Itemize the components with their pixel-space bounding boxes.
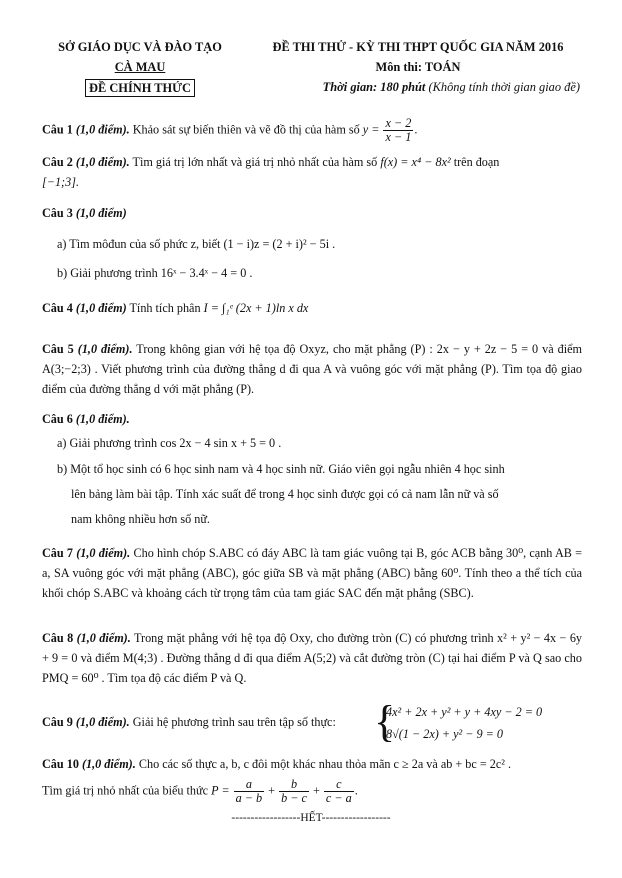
question-5: Câu 5 (1,0 điểm). Trong không gian với hệ tọa độ Oxyz, cho mặt phẳng (P) : 2x − y + 2z − 5 = 0 và điểm A(3;−2;3) . Viết phương trình của đường thẳng d đi qua A và vuông góc với mặt phẳng (P). Tìm tọa độ giao điểm của đường thẳng d với mặt phẳng (P).	[42, 342, 582, 396]
question-9: Câu 9 (1,0 điểm). Giải hệ phương trình sau trên tập số thực:	[42, 715, 336, 729]
question-8: Câu 8 (1,0 điểm). Trong mặt phẳng với hệ tọa độ Oxy, cho đường tròn (C) có phương trình x² + y² − 4x − 6y + 9 = 0 và điểm M(4;3) . Đường thẳng d đi qua điểm A(5;2) và cắt đường tròn (C) tại hai điểm P và Q sao cho PMQ = 60⁰ . Tìm tọa độ các điểm P và Q.	[42, 631, 583, 685]
question-3b: b) Giải phương trình 16ˣ − 3.4ˣ − 4 = 0 .	[57, 266, 253, 280]
province: CÀ MAU	[114, 60, 166, 74]
end-marker: ------------------HẾT------------------	[231, 812, 391, 824]
question-6b-line1: b) Một tổ học sinh có 6 học sinh nam và 4 học sinh nữ. Giáo viên gọi ngẫu nhiên 4 học sinh	[57, 462, 505, 476]
question-2: Câu 2 (1,0 điểm). Tìm giá trị lớn nhất và giá trị nhỏ nhất của hàm số f(x) = x⁴ − 8x² trên đoạn [−1;3].	[42, 155, 500, 189]
question-6a: a) Giải phương trình cos 2x − 4 sin x + 5 = 0 .	[57, 436, 282, 450]
header-right	[248, 37, 588, 77]
header-left	[40, 37, 240, 98]
question-10: Câu 10 (1,0 điểm). Cho các số thực a, b, c đôi một khác nhau thỏa mãn c ≥ 2a và ab + bc = 2c² .	[42, 757, 512, 771]
org-name: SỞ GIÁO DỤC VÀ ĐÀO TẠO	[58, 40, 222, 54]
time-limit: Thời gian: 180 phút (Không tính thời gian giao đề)	[322, 80, 580, 94]
fraction: $\frac{x - 2}{x - 1}$	[385, 116, 412, 144]
question-6: Câu 6 (1,0 điểm).	[42, 412, 130, 426]
equation-2: 8√(1 − 2x) + y² − 9 = 0	[386, 727, 504, 741]
question-6b-line3: nam không nhiều hơn số nữ.	[71, 512, 210, 526]
equation-1: 4x² + 2x + y² + y + 4xy − 2 = 0	[386, 705, 543, 719]
question-3: Câu 3 (1,0 điểm)	[42, 206, 127, 220]
question-6b-line2: lên bảng làm bài tập. Tính xác suất để trong 4 học sinh được gọi có cả nam lẫn nữ và số	[71, 487, 499, 501]
official-badge: ĐỀ CHÍNH THỨC	[85, 79, 195, 97]
exam-title: ĐỀ THI THỬ - KỲ THI THPT QUỐC GIA NĂM 2016	[272, 40, 564, 54]
subject: Môn thi: TOÁN	[375, 60, 461, 74]
brace-icon: {	[374, 697, 396, 746]
question-10-expression: Tìm giá trị nhỏ nhất của biểu thức P = $\frac{a}{a - b}$ + $\frac{b}{b - c}$ + $\frac{c}{c - a}$ .	[42, 777, 358, 805]
question-3a: a) Tìm môđun của số phức z, biết (1 − i)z = (2 + i)² − 5i .	[57, 237, 336, 251]
question-4: Câu 4 (1,0 điểm) Tính tích phân I = ∫₁ᵉ (2x + 1)ln x dx	[42, 301, 309, 315]
question-1: Câu 1 (1,0 điểm). Khảo sát sự biến thiên và vẽ đồ thị của hàm số y = $\frac{x - 2}{x - 1}$ .	[42, 116, 418, 144]
question-7: Câu 7 (1,0 điểm). Cho hình chóp S.ABC có đáy ABC là tam giác vuông tại B, góc ACB bằng 30⁰, cạnh AB = a, SA vuông góc với mặt phẳng (ABC), góc giữa SB và mặt phẳng (ABC) bằng 60⁰. Tính theo a thể tích của khối chóp S.ABC và khoảng cách từ trọng tâm của tam giác SAC đến mặt phẳng (SBC).	[42, 546, 582, 600]
